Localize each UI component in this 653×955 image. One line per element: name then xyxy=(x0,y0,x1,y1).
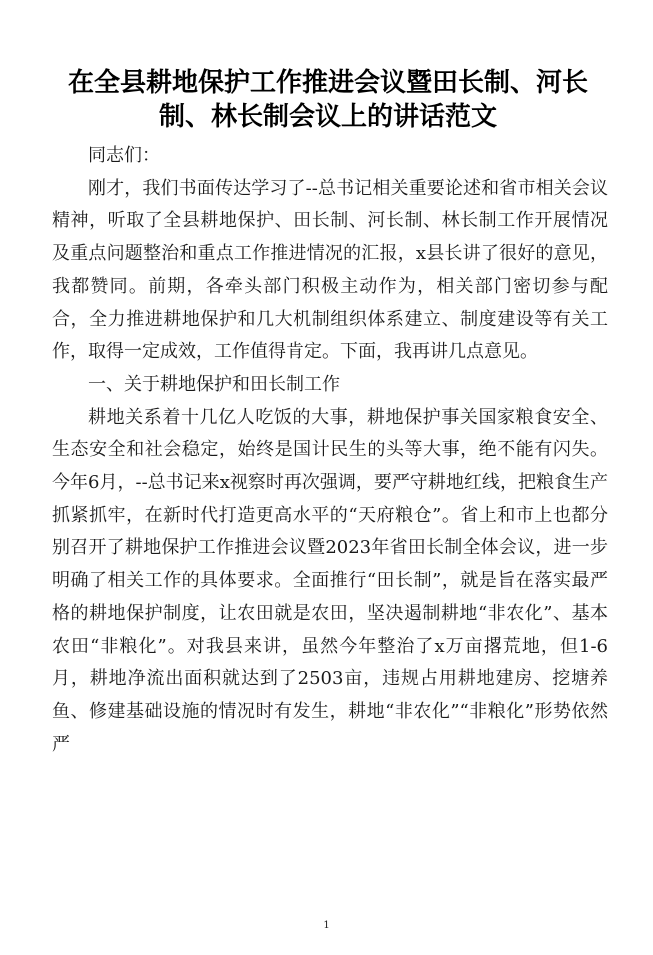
page-number: 1 xyxy=(323,920,330,931)
body-paragraph: 耕地关系着十几亿人吃饭的大事，耕地保护事关国家粮食安全、生态安全和社会稳定，始终是国计民生的头等大事，绝不能有闪失。今年6月，--总书记来x视察时再次强调，要严守耕地红线，把粮食生产抓紧抓牢，在新时代打造更高水平的“天府粮仓”。省上和市上也都分别召开了耕地保护工作推进会议暨2023年省田长制全体会议，进一步明确了相关工作的具体要求。全面推行“田长制”，就是旨在落实最严格的耕地保护制度，让农田就是农田，坚决遏制耕地“非农化”、基本农田“非粮化”。对我县来讲，虽然今年整治了x万亩撂荒地，但1-6月，耕地净流出面积就达到了2503亩，违规占用耕地建房、挖塘养鱼、修建基础设施的情况时有发生，耕地“非农化”“非粮化”形势依然严 xyxy=(52,406,608,755)
salutation-paragraph: 同志们： xyxy=(88,145,160,166)
opening-paragraph: 刚才，我们书面传达学习了--总书记相关重要论述和省市相关会议精神，听取了全县耕地保护、田长制、河长制、林长制工作开展情况及重点问题整治和重点工作推进情况的汇报，x县长讲了很好的意见，我都赞同。前期，各牵头部门积极主动作为，相关部门密切参与配合，全力推进耕地保护和几大机制组织体系建立、制度建设等有关工作，取得一定成效，工作值得肯定。下面，我再讲几点意见。 xyxy=(52,177,608,363)
section-heading: 一、关于耕地保护和田长制工作 xyxy=(88,373,340,395)
document-title: 在全县耕地保护工作推进会议暨田长制、河长制、林长制会议上的讲话范文 xyxy=(67,68,588,132)
document-body xyxy=(52,140,608,761)
